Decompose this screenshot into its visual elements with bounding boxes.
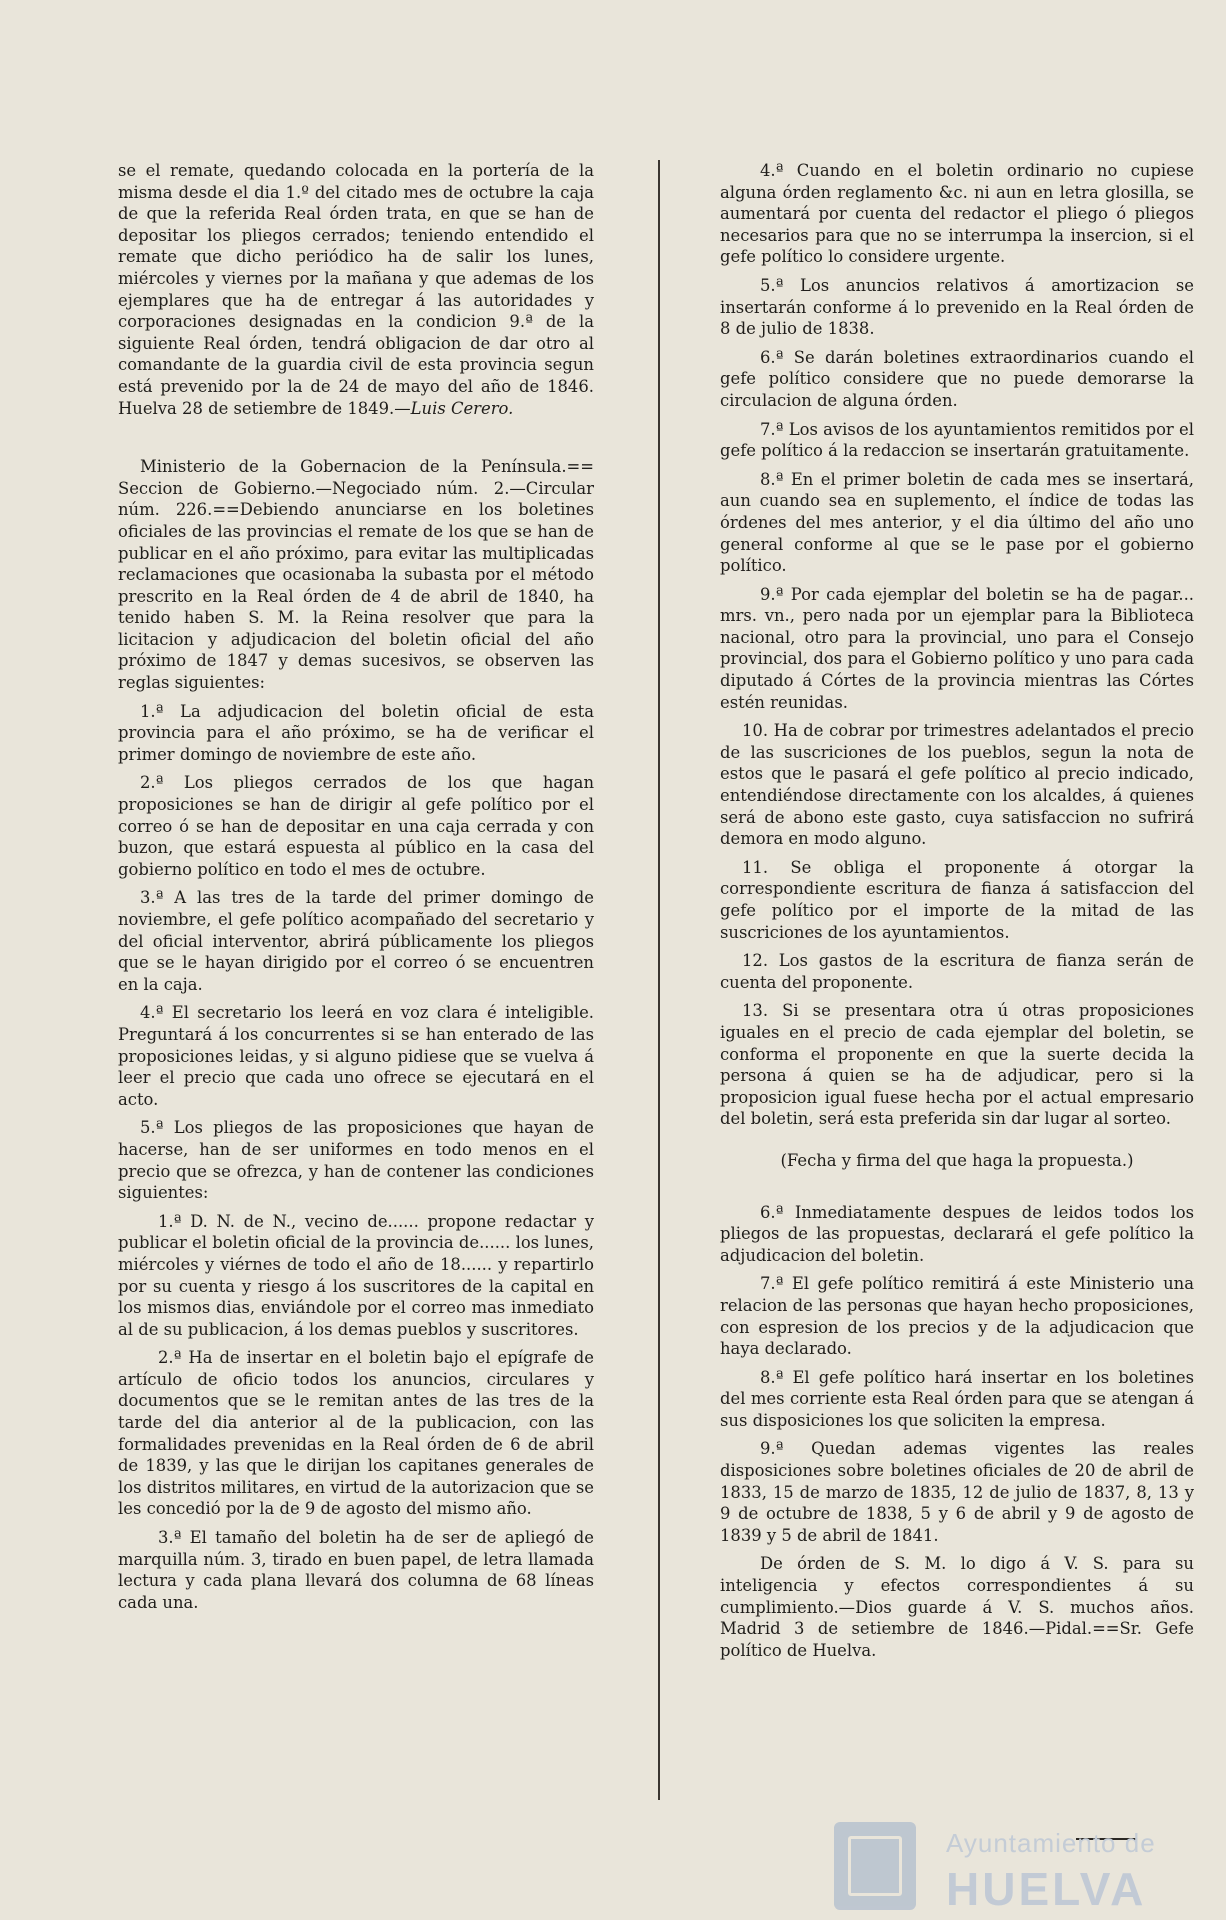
coat-of-arms-icon	[834, 1822, 916, 1910]
paragraph-remate-text: se el remate, quedando colocada en la portería de la misma desde el dia 1.º del citado mes de octubre la caja de que la referida Real órden trata, en que se han de depositar los pliegos cerrados; teniendo entendido el remate que dicho periódico ha de salir los lunes, miércoles y viernes por la mañana y que ademas de los ejemplares que ha de entregar á las autoridades y corporaciones designadas en la condicion 9.ª de la siguiente Real órden, tendrá obligacion de dar otro al comandante de la guardia civil de esta provincia segun está prevenido por la de 24 de mayo del año de 1846. Huelva 28 de setiembre de 1849.—	[118, 161, 594, 418]
watermark-logo	[834, 1818, 1194, 1914]
rule-9: 9.ª Quedan ademas vigentes las reales disposiciones sobre boletines oficiales de 20 de abril de 1833, 15 de marzo de 1835, 12 de julio de 1837, 8, 13 y 9 de octubre de 1838, 5 y 6 de abril y 9 de agosto de 1839 y 5 de abril de 1841.	[720, 1439, 1194, 1545]
rule-5: 5.ª Los pliegos de las proposiciones que hayan de hacerse, han de ser uniformes en todo menos en el precio que se ofrezca, y han de contener las condiciones siguientes:	[118, 1118, 594, 1203]
rule-3: 3.ª A las tres de la tarde del primer domingo de noviembre, el gefe político acompañado del secretario y del oficial interventor, abrirá públicamente los pliegos que se le hayan dirigido por el correo ó se encuentren en la caja.	[118, 888, 594, 994]
condition-3: 3.ª El tamaño del boletin ha de ser de apliegó de marquilla núm. 3, tirado en buen papel, de letra llamada lectura y cada plana llevará dos columna de 68 líneas cada una.	[118, 1528, 594, 1612]
emblem-frame	[848, 1836, 902, 1896]
signature-luis-cerero: Luis Cerero.	[410, 398, 514, 418]
condition-13: 13. Si se presentara otra ú otras proposiciones iguales en el precio de cada ejemplar del boletin, se conforma el proponente en que la suerte decida la persona á quien se ha de adjudicar, pero si la proposicion igual fuese hecha por el actual empresario del boletin, será esta preferida sin dar lugar al sorteo.	[720, 1001, 1194, 1129]
condition-2: 2.ª Ha de insertar en el boletin bajo el epígrafe de artículo de oficio todos los anuncios, circulares y documentos que se le remitan antes de las tres de la tarde del dia anterior al de la publicacion, con las formalidades prevenidas en la Real órden de 6 de abril de 1839, y las que le dirijan los capitanes generales de los distritos militares, en virtud de la autorizacion que se les concedió por la de 9 de agosto del mismo año.	[118, 1348, 594, 1519]
condition-6: 6.ª Se darán boletines extraordinarios cuando el gefe político considere que no puede demorarse la circulacion de alguna órden.	[720, 347, 1194, 410]
paragraph-circular: Ministerio de la Gobernacion de la Península.== Seccion de Gobierno.—Negociado núm. 2.—Circular núm. 226.==Debiendo anunciarse en los boletines oficiales de las provincias el remate de los que se han de publicar en el año próximo, para evitar las multiplicadas reclamaciones que ocasionaba la subasta por el método prescrito en la Real órden de 4 de abril de 1840, ha tenido haben S. M. la Reina resolver que para la licitacion y adjudicacion del boletin oficial del año próximo de 1847 y demas sucesivos, se observen las reglas siguientes:	[118, 457, 594, 693]
watermark-subtitle: Ayuntamiento de	[946, 1828, 1156, 1858]
rule-6: 6.ª Inmediatamente despues de leidos todos los pliegos de las propuestas, declarará el gefe político la adjudicacion del boletin.	[720, 1202, 1194, 1265]
rule-2: 2.ª Los pliegos cerrados de los que hagan proposiciones se han de dirigir al gefe político por el correo ó se han de depositar en una caja cerrada y con buzon, que estará espuesta al público en la casa del gobierno político en todo el mes de octubre.	[118, 773, 594, 879]
rule-4: 4.ª El secretario los leerá en voz clara é inteligible. Preguntará á los concurrentes si se han enterado de las proposiciones leidas, y si alguno pidiese que se vuelva á leer el precio que cada uno ofrece se ejecutará en el acto.	[118, 1003, 594, 1109]
column-divider	[658, 160, 660, 1800]
condition-10: 10. Ha de cobrar por trimestres adelantados el precio de las suscriciones de los pueblos, segun la nota de estos que le pasará el gefe político al precio indicado, entendiéndose directamente con los alcaldes, á quienes será de abono este gasto, cuya satisfaccion no sufrirá demora en modo alguno.	[720, 721, 1194, 849]
closing-paragraph: De órden de S. M. lo digo á V. S. para su inteligencia y efectos correspondientes á su cumplimiento.—Dios guarde á V. S. muchos años. Madrid 3 de setiembre de 1846.—Pidal.==Sr. Gefe político de Huelva.	[720, 1554, 1194, 1660]
left-column	[118, 160, 594, 1620]
rule-7: 7.ª El gefe político remitirá á este Ministerio una relacion de las personas que hayan hecho proposiciones, con espresion de los precios y de la adjudicacion que haya declarado.	[720, 1274, 1194, 1359]
rule-1: 1.ª La adjudicacion del boletin oficial de esta provincia para el año próximo, se ha de verificar el primer domingo de noviembre de este año.	[118, 701, 594, 764]
condition-11: 11. Se obliga el proponente á otorgar la correspondiente escritura de fianza á satisfaccion del gefe político por el importe de la mitad de las suscriciones de los ayuntamientos.	[720, 857, 1194, 942]
rule-8: 8.ª El gefe político hará insertar en los boletines del mes corriente esta Real órden para que se atengan á sus disposiciones los que soliciten la empresa.	[720, 1367, 1194, 1430]
condition-5: 5.ª Los anuncios relativos á amortizacion se insertarán conforme á lo prevenido en la Real órden de 8 de julio de 1838.	[720, 275, 1194, 339]
signature-line: (Fecha y firma del que haga la propuesta.)	[780, 1150, 1134, 1170]
condition-4: 4.ª Cuando en el boletin ordinario no cupiese alguna órden reglamento &c. ni aun en letra glosilla, se aumentará por cuenta del redactor el pliego ó pliegos necesarios para que no se interrumpa la insercion, si el gefe político lo considere urgente.	[720, 161, 1194, 267]
watermark-title: HUELVA	[946, 1863, 1147, 1915]
condition-7: 7.ª Los avisos de los ayuntamientos remitidos por el gefe político á la redaccion se insertarán gratuitamente.	[720, 419, 1194, 461]
right-column	[720, 160, 1194, 1668]
condition-1: 1.ª D. N. de N., vecino de...... propone redactar y publicar el boletin oficial de la provincia de...... los lunes, miércoles y viérnes de todo el año de 18...... y repartirlo por su cuenta y riesgo á los suscritores de la capital en los mismos dias, enviándole por el correo mas inmediato al de su publicacion, á los demas pueblos y suscritores.	[118, 1211, 594, 1339]
condition-12: 12. Los gastos de la escritura de fianza serán de cuenta del proponente.	[720, 951, 1194, 992]
condition-9: 9.ª Por cada ejemplar del boletin se ha de pagar... mrs. vn., pero nada por un ejemplar para la Biblioteca nacional, otro para la provincial, uno para el Consejo provincial, dos para el Gobierno político y uno para cada diputado á Córtes de la provincia mientras las Córtes estén reunidas.	[720, 584, 1194, 712]
spacer	[118, 426, 594, 456]
paragraph-remate	[118, 160, 594, 419]
condition-8: 8.ª En el primer boletin de cada mes se insertará, aun cuando sea en suplemento, el índice de todas las órdenes del mes anterior, y el dia último del año uno general conforme al que se le pase por el gobierno político.	[720, 469, 1194, 576]
